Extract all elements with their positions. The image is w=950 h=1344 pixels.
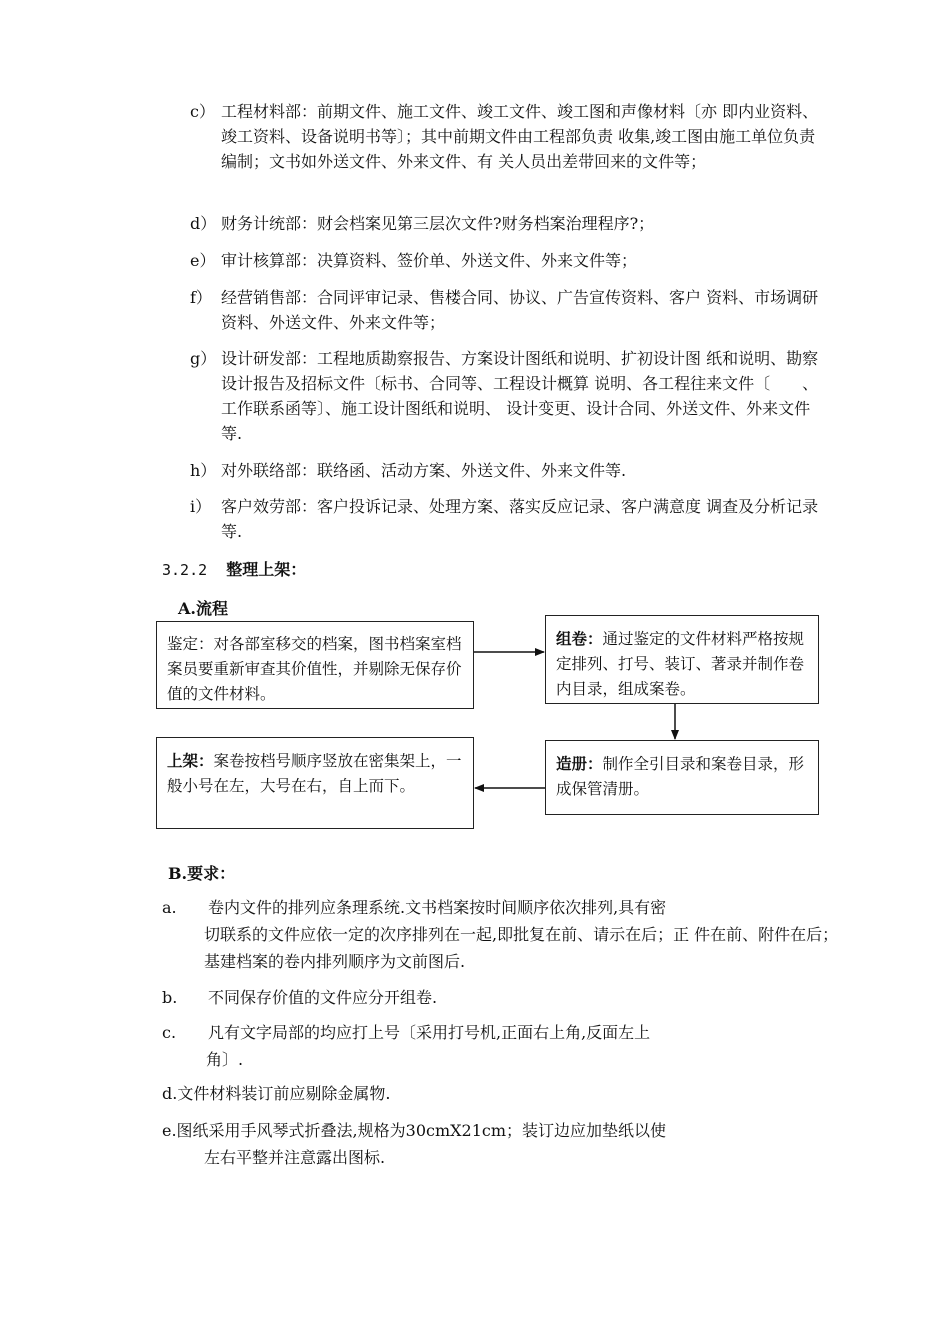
list-marker: h） [190, 461, 217, 480]
requirement-b [162, 984, 438, 1011]
req-marker: c. [162, 1023, 177, 1042]
req-line: e.图纸采用手风琴式折叠法,规格为30cmX21cm；装订边应加垫纸以使 [162, 1121, 667, 1140]
list-marker: i） [190, 497, 212, 516]
list-marker: d） [190, 214, 217, 233]
requirement-c [162, 1019, 762, 1073]
list-text: 财务计统部：财会档案见第三层次文件?财务档案治理程序?； [221, 214, 655, 233]
req-continuation: 角〕. [206, 1050, 244, 1069]
list-text: 对外联络部：联络函、活动方案、外送文件、外来文件等. [221, 461, 627, 480]
section-title: 整理上架： [226, 560, 307, 579]
flow-box-text: 案卷按档号顺序竖放在密集架上，一般小号在左，大号在右，自上而下。 [167, 752, 462, 795]
requirement-d: d.文件材料装订前应剔除金属物. [162, 1084, 391, 1103]
list-marker: e） [190, 251, 216, 270]
flow-box-text: 通过鉴定的文件材料严格按规定排列、打号、装订、著录并制作卷内目录，组成案卷。 [556, 630, 805, 698]
list-text: 工程材料部：前期文件、施工文件、竣工文件、竣工图和声像材料〔亦 即内业资料、竣工资料、设备说明书等〕；其中前期文件由工程部负责 收集,竣工图由施工单位负责编制；文书如外送文件、外来文件、有 关人员出差带回来的文件等； [221, 102, 819, 171]
req-continuation: 左右平整并注意露出图标. [204, 1148, 386, 1167]
section-number: 3.2.2 [162, 561, 208, 579]
requirement-e [162, 1117, 782, 1171]
flow-heading: A.流程 [178, 599, 228, 618]
list-text: 客户效劳部：客户投诉记录、处理方案、落实反应记录、客户满意度 调查及分析记录等. [221, 497, 819, 541]
list-marker: g） [190, 349, 217, 368]
requirements-heading: B.要求： [168, 864, 236, 883]
req-line: 不同保存价值的文件应分开组卷. [208, 988, 438, 1007]
req-marker: b. [162, 988, 178, 1007]
flow-box-label: 组卷： [556, 629, 603, 648]
req-line: 凡有文字局部的均应打上号〔采用打号机,正面右上角,反面左上 [208, 1023, 651, 1042]
req-continuation: 切联系的文件应依一定的次序排列在一起,即批复在前、请示在后；正 件在前、附件在后；基建档案的卷内排列顺序为文前图后. [204, 925, 839, 971]
flow-box-label: 造册： [556, 754, 603, 773]
flow-box-text: 鉴定：对各部室移交的档案，图书档案室档案员要重新审查其价值性，并剔除无保存价值的文件材料。 [167, 635, 462, 703]
list-marker: c） [190, 102, 215, 121]
requirement-a [162, 894, 842, 975]
list-text: 审计核算部：决算资料、签价单、外送文件、外来文件等； [221, 251, 638, 270]
list-text: 设计研发部：工程地质勘察报告、方案设计图纸和说明、扩初设计图 纸和说明、勘察设计报告及招标文件〔标书、合同等、工程设计概算 说明、各工程往来文件〔 、工作联系函等〕、施工设计图纸和说明、 设计变更、设计合同、外送文件、外来文件等. [221, 349, 819, 443]
req-marker: a. [162, 898, 177, 917]
list-text: 经营销售部：合同评审记录、售楼合同、协议、广告宣传资料、客户 资料、市场调研资料、外送文件、外来文件等； [221, 288, 819, 332]
req-line: 卷内文件的排列应条理系统.文书档案按时间顺序依次排列,具有密 [208, 898, 667, 917]
flow-box-text: 制作全引目录和案卷目录，形成保管清册。 [556, 755, 805, 798]
list-marker: f） [190, 288, 212, 307]
flow-box-label: 上架： [167, 751, 214, 770]
